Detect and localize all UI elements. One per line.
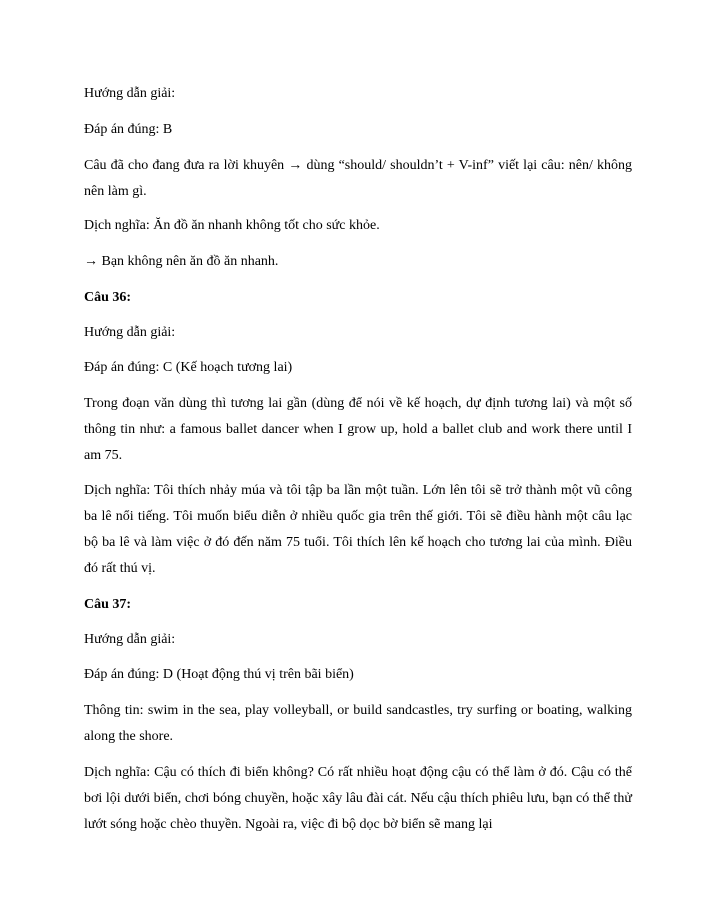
answer-line: Đáp án đúng: B <box>84 122 173 137</box>
answer-line: Đáp án đúng: D (Hoạt động thú vị trên bãi biển) <box>84 667 354 682</box>
information-paragraph: Thông tin: swim in the sea, play volleyball, or build sandcastles, try surfing or boating, walking along the shore. <box>84 703 632 744</box>
answer-line: Đáp án đúng: C (Kế hoạch tương lai) <box>84 360 293 375</box>
question-heading: Câu 36: <box>84 290 132 305</box>
translation-result: → Bạn không nên ăn đồ ăn nhanh. <box>84 254 279 269</box>
translation-paragraph: Dịch nghĩa: Cậu có thích đi biển không? Có rất nhiều hoạt động cậu có thể làm ở đó. Cậu có thể bơi lội dưới biển, chơi bóng chuyền, hoặc xây lâu đài cát. Nếu cậu thích phiêu lưu, bạn có thể thử lướt sóng hoặc chèo thuyền. Ngoài ra, việc đi bộ dọc bờ biển sẽ mang lại <box>84 765 632 832</box>
question-heading: Câu 37: <box>84 597 132 612</box>
guide-label: Hướng dẫn giải: <box>84 325 176 340</box>
guide-label: Hướng dẫn giải: <box>84 86 176 101</box>
translation-paragraph: Dịch nghĩa: Tôi thích nhảy múa và tôi tập ba lần một tuần. Lớn lên tôi sẽ trở thành một vũ công ba lê nổi tiếng. Tôi muốn biểu diễn ở nhiều quốc gia trên thế giới. Tôi sẽ điều hành một câu lạc bộ ba lê và làm việc ở đó đến năm 75 tuổi. Tôi thích lên kế hoạch cho tương lai của mình. Điều đó rất thú vị. <box>84 483 632 576</box>
explanation-paragraph: Câu đã cho đang đưa ra lời khuyên → dùng “should/ shouldn’t + V-inf” viết lại câu: nên/ không nên làm gì. <box>84 158 632 199</box>
explanation-paragraph: Trong đoạn văn dùng thì tương lai gần (dùng để nói về kế hoạch, dự định tương lai) và một số thông tin như: a famous ballet dancer when I grow up, hold a ballet club and work there until I am 75. <box>84 396 632 463</box>
translation-line: Dịch nghĩa: Ăn đồ ăn nhanh không tốt cho sức khỏe. <box>84 218 380 233</box>
guide-label: Hướng dẫn giải: <box>84 632 176 647</box>
